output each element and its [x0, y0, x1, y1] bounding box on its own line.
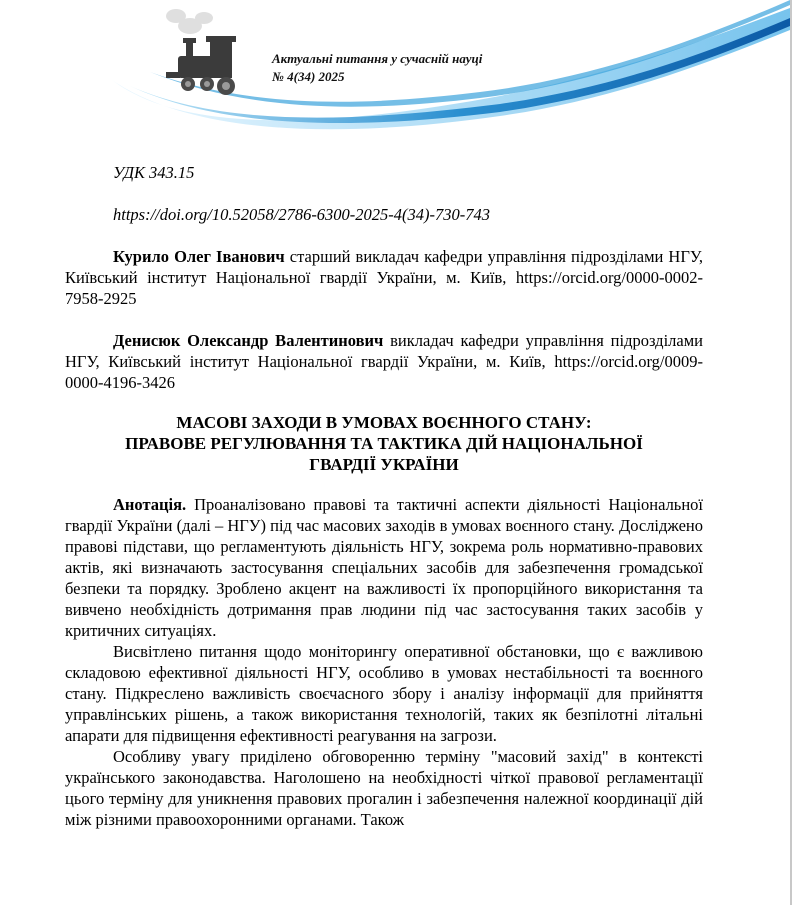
journal-header	[272, 50, 482, 86]
smoke-icon	[166, 9, 213, 34]
abstract-label: Анотація.	[113, 495, 187, 514]
article-title	[65, 412, 703, 475]
abstract-paragraph: Висвітлено питання щодо моніторингу оперативної обстановки, що є важливою складовою ефективної діяльності НГУ, особливо в умовах нестабільності та воєнного стану. Підкреслено важливість своєчасного збору і аналізу інформації для прийняття управлінських рішень, а також використання технологій, таких як безпілотні літальні апарати для підвищення ефективності реагування на загрози.	[65, 642, 703, 745]
title-line: МАСОВІ ЗАХОДИ В УМОВАХ ВОЄННОГО СТАНУ:	[176, 413, 592, 432]
udk-code: УДК 343.15	[113, 163, 195, 182]
author-details: старший викладач кафедри управління підрозділами НГУ, Київський інститут Національної гвардії України, м. Київ, https://orcid.org/0000-0002-7958-2925	[65, 247, 703, 308]
journal-issue: № 4(34) 2025	[272, 69, 345, 84]
abstract-text: Проаналізовано правові та тактичні аспекти діяльності Національної гвардії України (далі – НГУ) під час масових заходів в умовах воєнного стану. Досліджено правові підстави, що регламентують діяльність НГУ, зокрема роль нормативно-правових актів, які визначають застосування спеціальних засобів для забезпечення громадської безпеки та порядку. Зроблено акцент на важливості їх пропорційного використання та вивчено необхідність дотримання прав людини під час застосування таких засобів у критичних ситуаціях.	[65, 495, 703, 640]
title-line: ГВАРДІЇ УКРАЇНИ	[309, 455, 459, 474]
author-details: викладач кафедри управління підрозділами НГУ, Київський інститут Національної гвардії України, м. Київ, https://orcid.org/0009-0000-4196-3426	[65, 331, 703, 392]
locomotive-icon	[166, 36, 236, 95]
author-block	[65, 246, 703, 309]
abstract-paragraph	[65, 494, 703, 641]
author-name: Денисюк Олександр Валентинович	[113, 331, 384, 350]
article-body	[65, 162, 703, 830]
title-line: ПРАВОВЕ РЕГУЛЮВАННЯ ТА ТАКТИКА ДІЙ НАЦІОНАЛЬНОЇ	[125, 434, 643, 453]
author-block	[65, 330, 703, 393]
doi-link[interactable]: https://doi.org/10.52058/2786-6300-2025-4(34)-730-743	[113, 205, 491, 224]
abstract-paragraph: Особливу увагу приділено обговоренню терміну "масовий захід" в контексті українського законодавства. Наголошено на необхідності чіткої правової регламентації цього терміну для уникнення правових прогалин і забезпечення належної координації дій між різними правоохоронними органами. Також	[65, 747, 703, 829]
journal-name: Актуальні питання у сучасній науці	[272, 51, 483, 66]
author-name: Курило Олег Іванович	[113, 247, 285, 266]
